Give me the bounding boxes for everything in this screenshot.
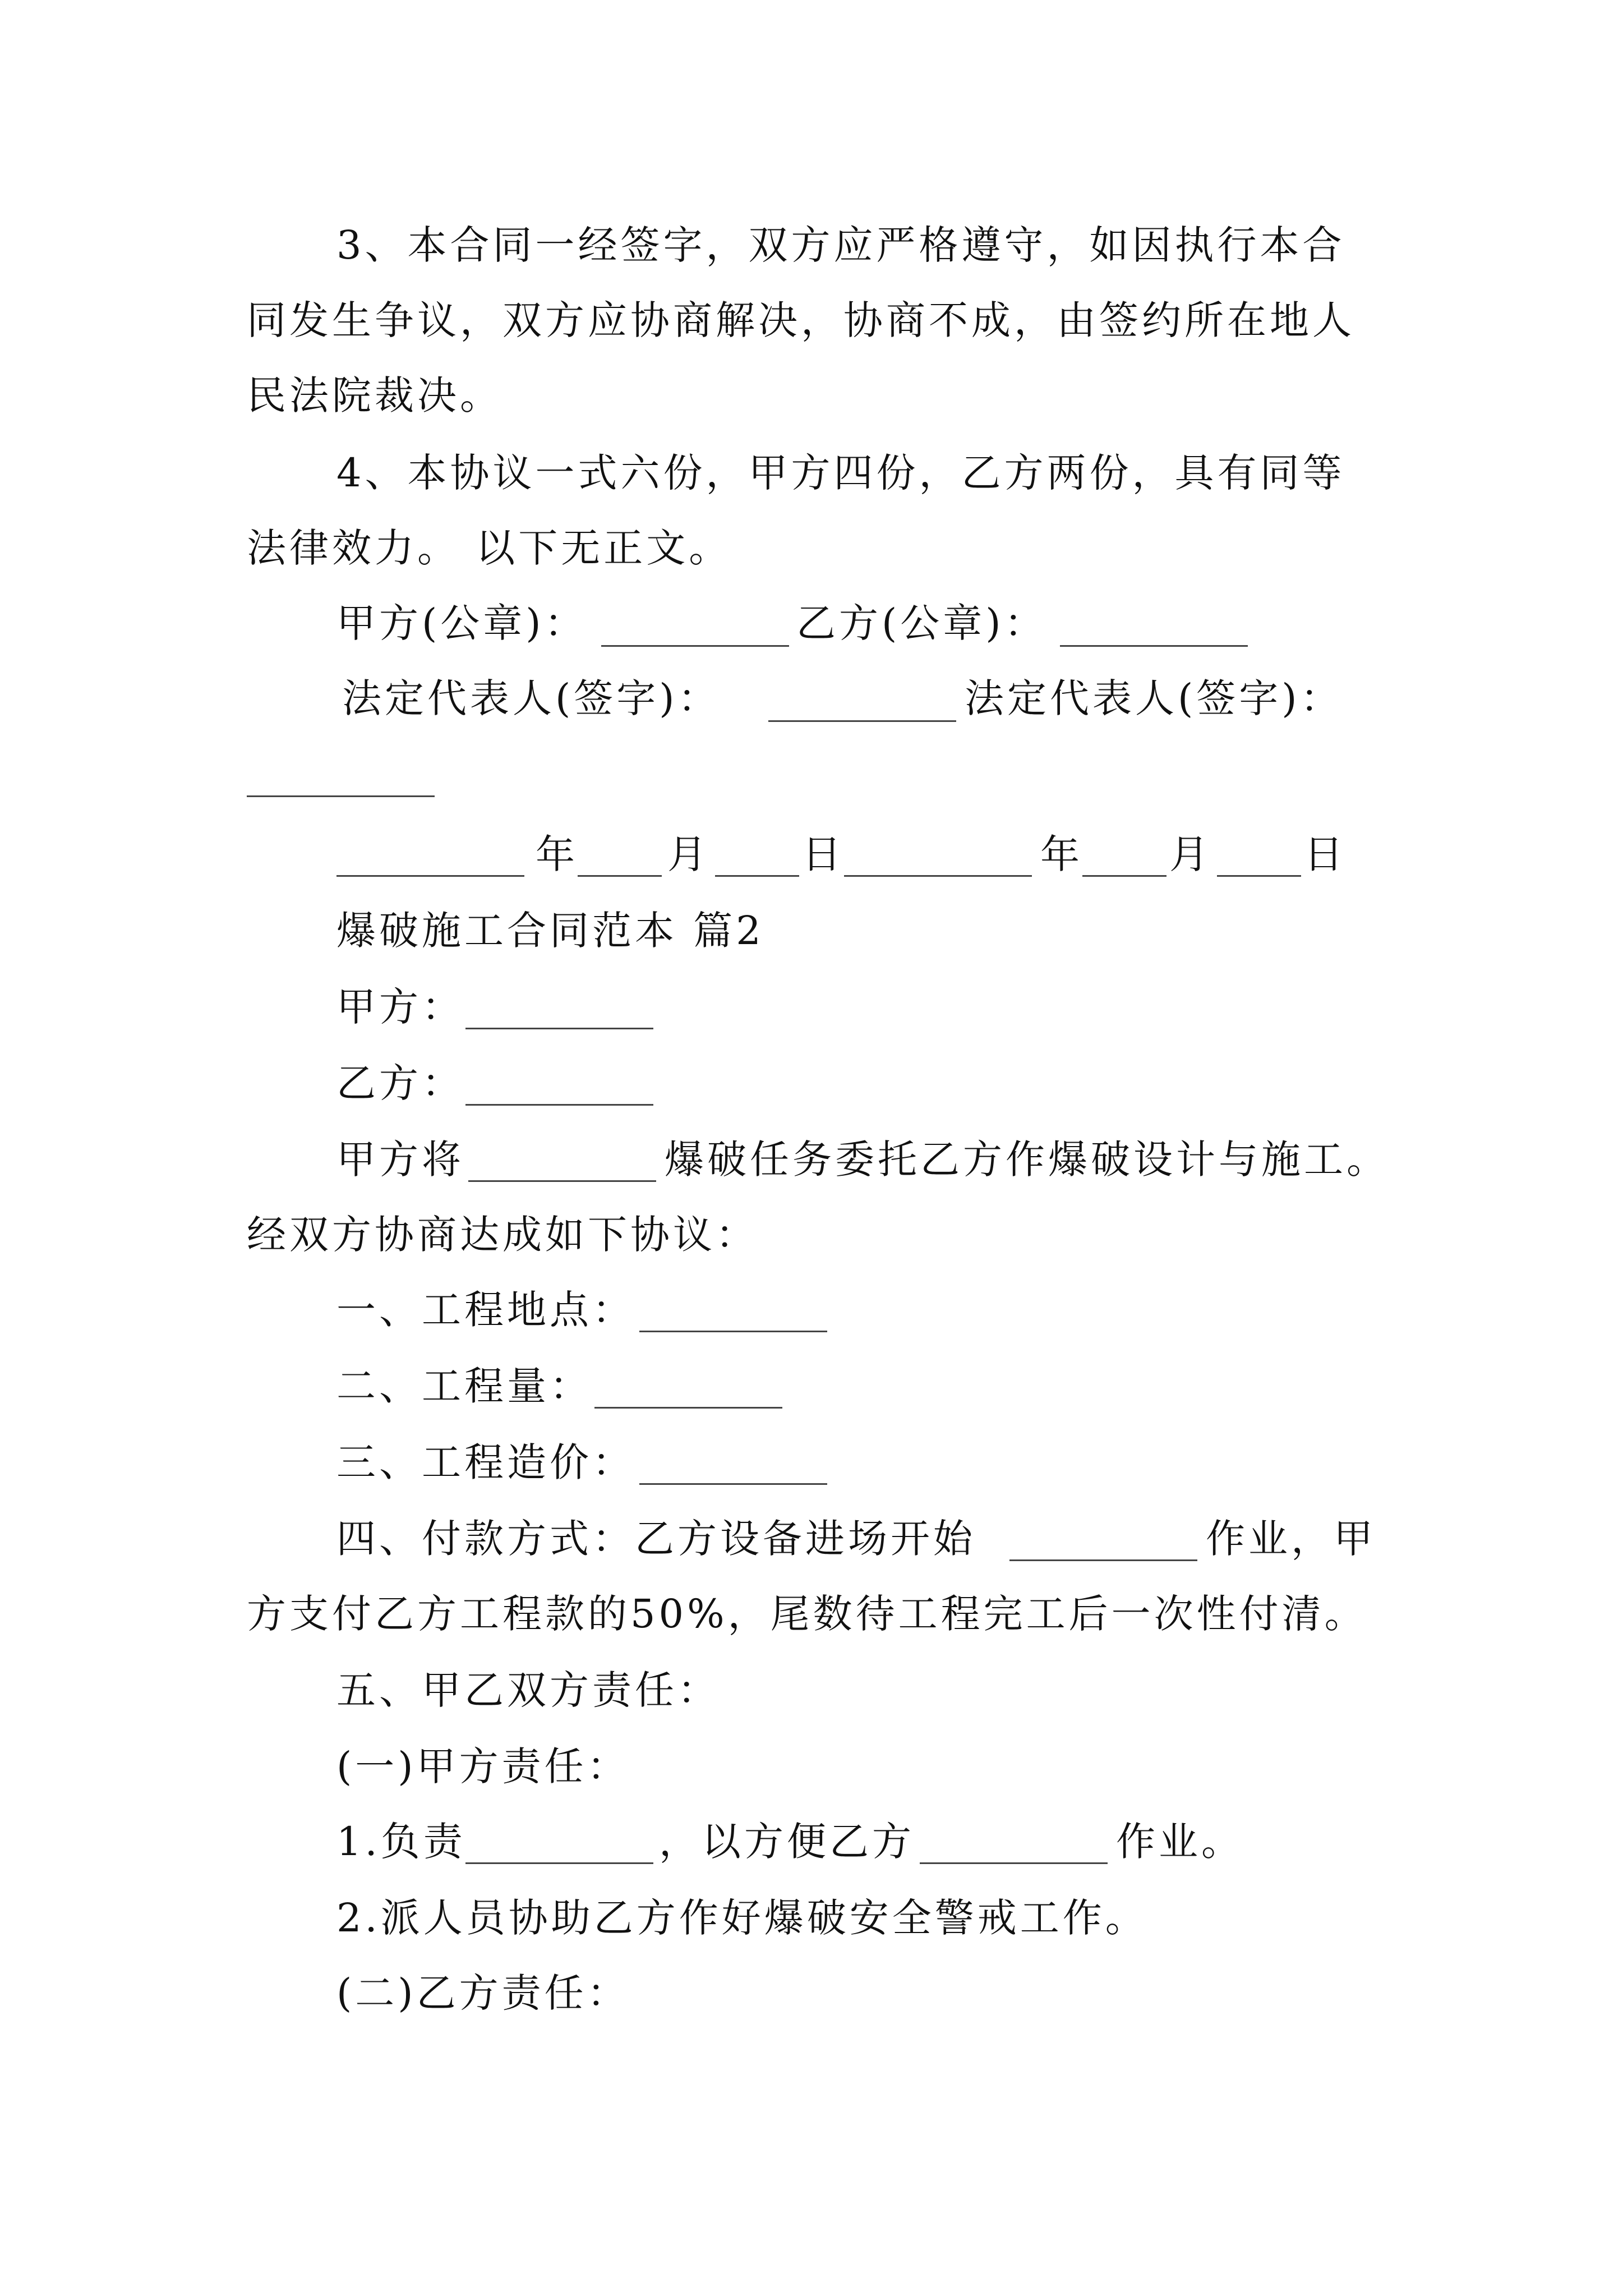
date-b-day-blank xyxy=(1217,875,1301,877)
party-a-seal-blank xyxy=(601,645,789,647)
duty-1-prefix: 1.负责 xyxy=(336,1819,466,1865)
party-b-responsibility-heading: (二)乙方责任： xyxy=(336,1970,630,2016)
entrust-suffix: 爆破任务委托乙方作爆破设计与施工。 xyxy=(665,1137,1389,1182)
party-b-blank xyxy=(465,1104,653,1106)
item-location-blank xyxy=(639,1331,827,1332)
date-a-year-blank xyxy=(336,875,524,877)
duty-1-middle: ，以方便乙方 xyxy=(659,1819,915,1865)
date-a-month-label: 月 xyxy=(667,831,710,877)
clause-3-line-2: 同发生争议，双方应协商解决，协商不成，由签约所在地人 xyxy=(247,297,1355,343)
entrust-blank xyxy=(468,1180,656,1182)
date-b-month-label: 月 xyxy=(1169,831,1212,877)
date-b-day-label: 日 xyxy=(1304,831,1347,877)
clause-3-line-3: 民法院裁决。 xyxy=(247,372,502,418)
date-a-day-blank xyxy=(715,875,799,877)
date-b-year-label: 年 xyxy=(1040,831,1083,877)
date-b-month-blank xyxy=(1082,875,1166,877)
item-cost-blank xyxy=(639,1483,827,1485)
party-b-seal-label: 乙方(公章)： xyxy=(796,600,1047,646)
item-quantity-blank xyxy=(594,1407,782,1409)
entrust-prefix: 甲方将 xyxy=(336,1137,464,1182)
party-b-rep-label: 法定代表人(签字)： xyxy=(965,675,1343,721)
party-b-rep-blank xyxy=(247,795,435,797)
duty-1-suffix: 作业。 xyxy=(1116,1819,1244,1865)
date-a-day-label: 日 xyxy=(802,831,845,877)
item-location-label: 一、工程地点： xyxy=(336,1287,635,1333)
date-a-year-label: 年 xyxy=(536,831,578,877)
section-heading: 爆破施工合同范本 篇2 xyxy=(336,908,764,954)
party-a-blank xyxy=(465,1028,653,1029)
party-a-rep-label: 法定代表人(签字)： xyxy=(342,675,721,721)
party-a-rep-blank xyxy=(768,720,956,722)
item-quantity-label: 二、工程量： xyxy=(336,1363,592,1409)
clause-4-line-2: 法律效力。 以下无正文。 xyxy=(247,525,732,571)
duty-2: 2.派人员协助乙方作好爆破安全警戒工作。 xyxy=(336,1895,1148,1941)
date-a-month-blank xyxy=(578,875,662,877)
party-a-responsibility-heading: (一)甲方责任： xyxy=(336,1743,630,1789)
item-cost-label: 三、工程造价： xyxy=(336,1439,635,1485)
responsibilities-heading: 五、甲乙双方责任： xyxy=(336,1667,720,1713)
party-a-seal-label: 甲方(公章)： xyxy=(336,600,587,646)
duty-1-blank-b xyxy=(920,1862,1108,1864)
party-b-seal-blank xyxy=(1060,645,1248,647)
payment-line-2: 方支付乙方工程款的50%，尾数待工程完工后一次性付清。 xyxy=(247,1591,1367,1637)
party-a-label: 甲方： xyxy=(336,984,464,1030)
agreement-intro: 经双方协商达成如下协议： xyxy=(247,1212,758,1258)
duty-1-blank-a xyxy=(465,1862,653,1864)
clause-3-line-1: 3、本合同一经签字，双方应严格遵守，如因执行本合 xyxy=(336,222,1345,268)
date-b-year-blank xyxy=(844,875,1032,877)
payment-prefix: 四、付款方式：乙方设备进场开始 xyxy=(336,1516,976,1562)
clause-4-line-1: 4、本协议一式六份，甲方四份，乙方两份，具有同等 xyxy=(336,450,1345,496)
payment-blank xyxy=(1009,1559,1197,1561)
payment-suffix: 作业，甲 xyxy=(1206,1516,1376,1562)
party-b-label: 乙方： xyxy=(336,1060,464,1106)
